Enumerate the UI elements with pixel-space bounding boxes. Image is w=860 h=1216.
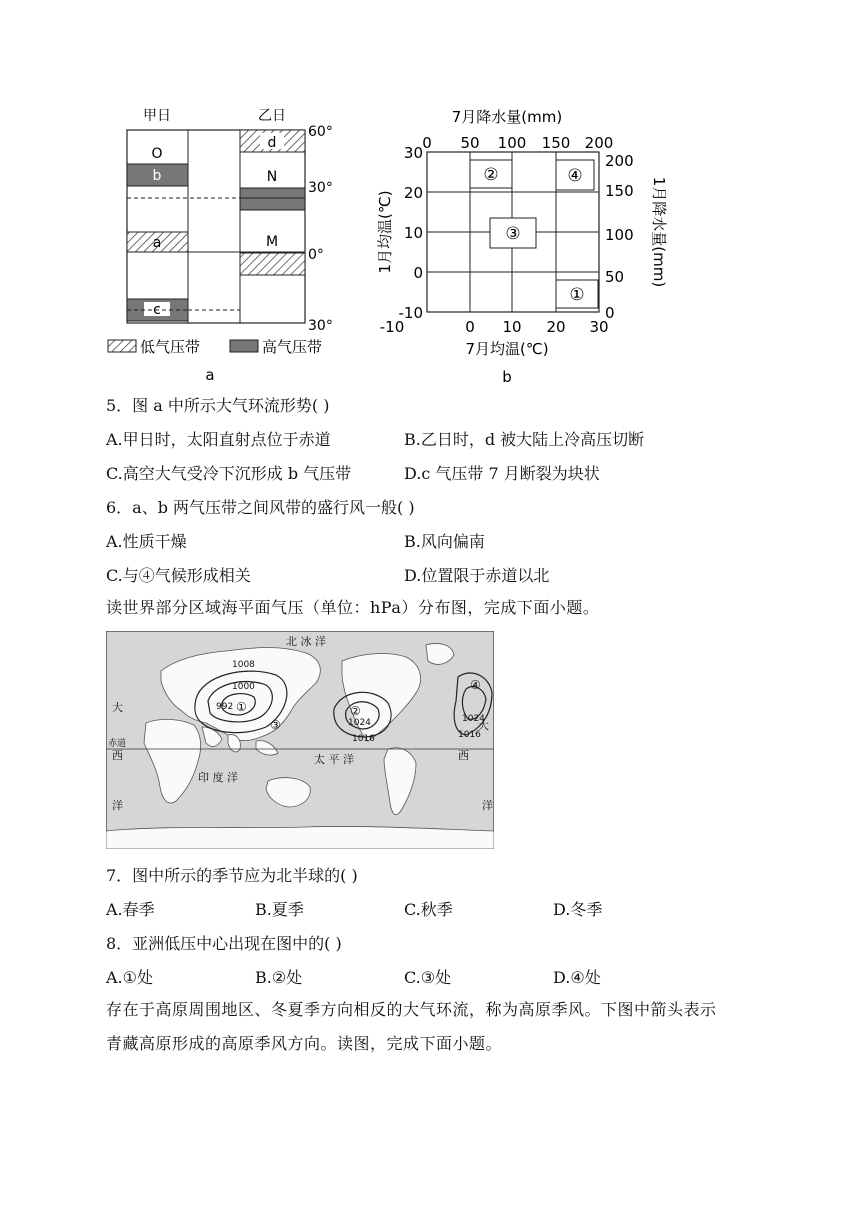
isobar-1008: 1008 [232,660,255,670]
label-O: O [151,146,163,162]
top-tick-150: 150 [541,134,571,152]
isobar-1024-atlantic: 1024 [462,714,485,724]
q5-option-c: C.高空大气受冷下沉形成 b 气压带 [106,464,352,483]
world-pressure-map [106,631,494,849]
map-label-equator: 赤道 [108,739,127,749]
left-tick-20: 20 [403,184,423,202]
map-marker-4: ④ [470,678,481,692]
legend-high-swatch [230,340,258,352]
right-tick-0: 0 [605,304,615,322]
map-marker-1: ① [236,700,247,714]
q7-option-b: B.夏季 [255,900,304,919]
isobar-992: 992 [216,702,234,712]
q7-option-d: D.冬季 [553,900,603,919]
map-label-atlantic-right-1: 大 [478,719,489,732]
isobar-1016-atlantic: 1016 [458,730,481,740]
top-axis-title: 7月降水量(mm) [451,108,563,126]
box-4-label: ④ [567,166,583,186]
lat-30n: 30° [308,180,333,196]
bottom-tick-20: 20 [546,318,566,336]
intro-paragraph-2-line-2: 青藏高原形成的高原季风方向。读图，完成下面小题。 [106,1034,503,1053]
right-tick-150: 150 [605,182,634,200]
top-tick-50: 50 [460,134,480,152]
label-d: d [267,135,277,151]
intro-paragraph-1: 读世界部分区域海平面气压（单位：hPa）分布图，完成下面小题。 [106,598,600,617]
q6-option-c: C.与④气候形成相关 [106,566,251,585]
bottom-tick-30: 30 [589,318,609,336]
map-marker-3: ③ [270,718,281,732]
label-N: N [266,169,278,185]
isobar-1024-pacific: 1024 [348,718,371,728]
q6-option-b: B.风向偏南 [404,532,485,551]
bottom-tick-0: 0 [465,318,475,336]
box-1-label: ① [569,285,585,305]
q5-option-d: D.c 气压带 7 月断裂为块状 [404,464,600,483]
caption-a: a [205,366,215,384]
label-b: b [152,168,162,184]
q7-option-a: A.春季 [106,900,155,919]
q8-option-b: B.②处 [255,968,303,987]
col-left-label: 甲日 [143,108,171,124]
lat-0: 0° [308,247,324,263]
right-axis-title: 1月降水量(mm) [650,176,668,288]
q8-option-a: A.①处 [106,968,153,987]
isobar-1016-pacific: 1016 [352,734,375,744]
label-M: M [265,234,279,250]
question-8-stem: 8．亚洲低压中心出现在图中的( ) [106,934,342,953]
q5-option-b: B.乙日时，d 被大陆上冷高压切断 [404,430,645,449]
isobar-1000: 1000 [232,682,255,692]
q8-option-d: D.④处 [553,968,601,987]
bottom-tick-neg10: -10 [379,318,405,336]
legend-high-label: 高气压带 [262,338,323,356]
right-tick-100: 100 [605,226,634,244]
map-label-indian-ocean: 印 度 洋 [198,771,238,784]
map-marker-2: ② [350,704,361,718]
bottom-tick-10: 10 [502,318,522,336]
question-7-stem: 7．图中所示的季节应为北半球的( ) [106,866,358,885]
lat-60: 60° [308,124,333,140]
q7-option-c: C.秋季 [404,900,453,919]
top-tick-200: 200 [584,134,614,152]
label-c: c [153,302,161,318]
left-tick-neg10: -10 [398,304,423,322]
left-axis-title: 1月均温(℃) [376,190,394,274]
map-label-atlantic-right-3: 洋 [482,799,493,812]
q6-option-a: A.性质干燥 [106,532,187,551]
top-tick-100: 100 [497,134,527,152]
left-tick-30: 30 [403,144,423,162]
q6-option-d: D.位置限于赤道以北 [404,566,550,585]
right-tick-200: 200 [605,152,634,170]
figure-a [100,100,360,390]
legend-low-label: 低气压带 [140,338,201,356]
low-pressure-right [240,253,305,275]
high-pressure-right [240,188,305,210]
left-tick-0: 0 [413,264,423,282]
map-label-atlantic-left-3: 洋 [112,799,123,812]
map-label-atlantic-left-2: 西 [112,749,123,762]
left-tick-10: 10 [403,224,423,242]
q8-option-c: C.③处 [404,968,452,987]
box-3-label: ③ [505,224,521,244]
q5-option-a: A.甲日时，太阳直射点位于赤道 [106,430,331,449]
question-5-stem: 5．图 a 中所示大气环流形势( ) [106,396,330,415]
lat-30s: 30° [308,318,333,334]
intro-paragraph-2-line-1: 存在于高原周围地区、冬夏季方向相反的大气环流，称为高原季风。下图中箭头表示 [106,1000,717,1019]
bottom-axis-title: 7月均温(℃) [465,340,549,358]
legend-low-swatch [108,340,136,352]
box-2-label: ② [483,165,499,185]
map-label-north-ocean: 北 冰 洋 [286,635,326,648]
map-label-atlantic-left-1: 大 [112,701,123,714]
map-label-pacific: 太 平 洋 [314,753,354,766]
figure-b [372,100,672,390]
question-6-stem: 6．a、b 两气压带之间风带的盛行风一般( ) [106,498,415,517]
map-label-atlantic-right-2: 西 [458,749,469,762]
label-a: a [152,235,162,251]
col-right-label: 乙日 [258,108,286,124]
caption-b: b [502,368,512,386]
top-tick-0: 0 [422,134,432,152]
right-tick-50: 50 [605,268,625,286]
